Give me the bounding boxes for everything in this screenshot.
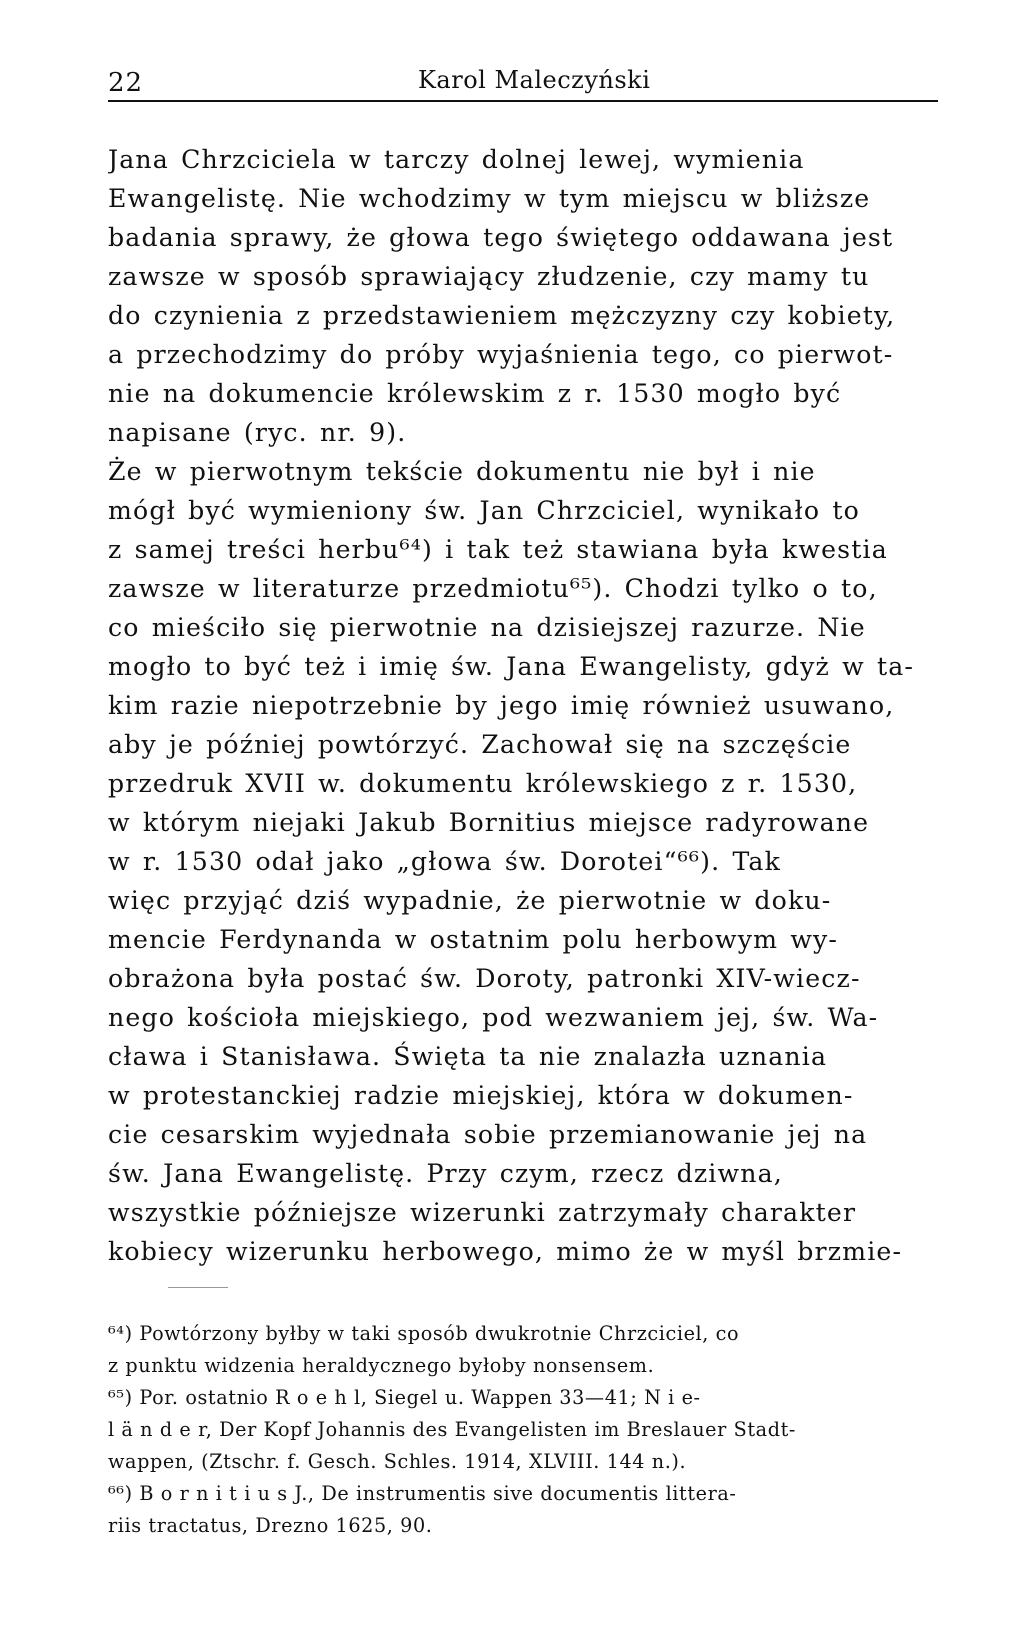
- text-line: nego kościoła miejskiego, pod wezwaniem jej, św. Wa-: [108, 1003, 879, 1032]
- text-line: do czynienia z przedstawieniem mężczyzny czy kobiety,: [108, 301, 896, 330]
- text-line: z samej treści herbu⁶⁴) i tak też stawiana była kwestia: [108, 535, 888, 564]
- text-line: przedruk XVII w. dokumentu królewskiego z r. 1530,: [108, 769, 858, 798]
- text-line: w protestanckiej radzie miejskiej, która w dokumen-: [108, 1081, 854, 1110]
- footnote-line: riis tractatus, Drezno 1625, 90.: [108, 1514, 433, 1537]
- text-line: mencie Ferdynanda w ostatnim polu herbowym wy-: [108, 925, 839, 954]
- text-line: św. Jana Ewangelistę. Przy czym, rzecz dziwna,: [108, 1159, 783, 1188]
- text-line: Jana Chrzciciela w tarczy dolnej lewej, wymienia: [108, 145, 805, 174]
- text-line: zawsze w sposób sprawiający złudzenie, czy mamy tu: [108, 262, 870, 291]
- text-line: więc przyjąć dziś wypadnie, że pierwotnie w doku-: [108, 886, 832, 915]
- text-line: napisane (ryc. nr. 9).: [108, 418, 407, 447]
- footnote-line: wappen, (Ztschr. f. Gesch. Schles. 1914, XLVIII. 144 n.).: [108, 1450, 687, 1473]
- text-line: Że w pierwotnym tekście dokumentu nie był i nie: [108, 457, 816, 486]
- footnote-line: l ä n d e r, Der Kopf Johannis des Evangelisten im Breslauer Stadt-: [108, 1418, 796, 1441]
- text-line: mógł być wymieniony św. Jan Chrzciciel, wynikało to: [108, 496, 860, 525]
- page-header: [108, 56, 938, 102]
- text-line: kim razie niepotrzebnie by jego imię również usuwano,: [108, 691, 895, 720]
- running-head: Karol Maleczyński: [418, 66, 651, 94]
- text-line: Ewangelistę. Nie wchodzimy w tym miejscu w bliższe: [108, 184, 871, 213]
- footnote-separator: [168, 1287, 228, 1288]
- text-line: w r. 1530 odał jako „głowa św. Dorotei“⁶⁶). Tak: [108, 847, 782, 876]
- text-line: mogło to być też i imię św. Jana Ewangelisty, gdyż w ta-: [108, 652, 915, 681]
- text-line: w którym niejaki Jakub Bornitius miejsce radyrowane: [108, 808, 870, 837]
- footnote-line: ⁶⁵) Por. ostatnio R o e h l, Siegel u. Wappen 33—41; N i e-: [108, 1386, 701, 1409]
- footnote-line: ⁶⁶) B o r n i t i u s J., De instrumentis sive documentis littera-: [108, 1482, 737, 1505]
- text-line: co mieściło się pierwotnie na dzisiejszej razurze. Nie: [108, 613, 866, 642]
- text-line: kobiecy wizerunku herbowego, mimo że w myśl brzmie-: [108, 1237, 903, 1266]
- body-text: [108, 140, 938, 1271]
- text-line: badania sprawy, że głowa tego świętego oddawana jest: [108, 223, 894, 252]
- text-line: obrażona była postać św. Doroty, patronki XIV-wiecz-: [108, 964, 861, 993]
- text-line: a przechodzimy do próby wyjaśnienia tego, co pierwot-: [108, 340, 894, 369]
- header-rule: [108, 100, 938, 102]
- text-line: zawsze w literaturze przedmiotu⁶⁵). Chodzi tylko o to,: [108, 574, 878, 603]
- text-line: cie cesarskim wyjednała sobie przemianowanie jej na: [108, 1120, 868, 1149]
- text-line: cława i Stanisława. Święta ta nie znalazła uznania: [108, 1042, 828, 1071]
- footnotes: [108, 1318, 938, 1542]
- text-line: nie na dokumencie królewskim z r. 1530 mogło być: [108, 379, 842, 408]
- footnote-line: z punktu widzenia heraldycznego byłoby nonsensem.: [108, 1354, 655, 1377]
- text-line: aby je później powtórzyć. Zachował się na szczęście: [108, 730, 852, 759]
- text-line: wszystkie późniejsze wizerunki zatrzymały charakter: [108, 1198, 857, 1227]
- page-number: 22: [108, 68, 144, 98]
- footnote-line: ⁶⁴) Powtórzony byłby w taki sposób dwukrotnie Chrzciciel, co: [108, 1322, 740, 1345]
